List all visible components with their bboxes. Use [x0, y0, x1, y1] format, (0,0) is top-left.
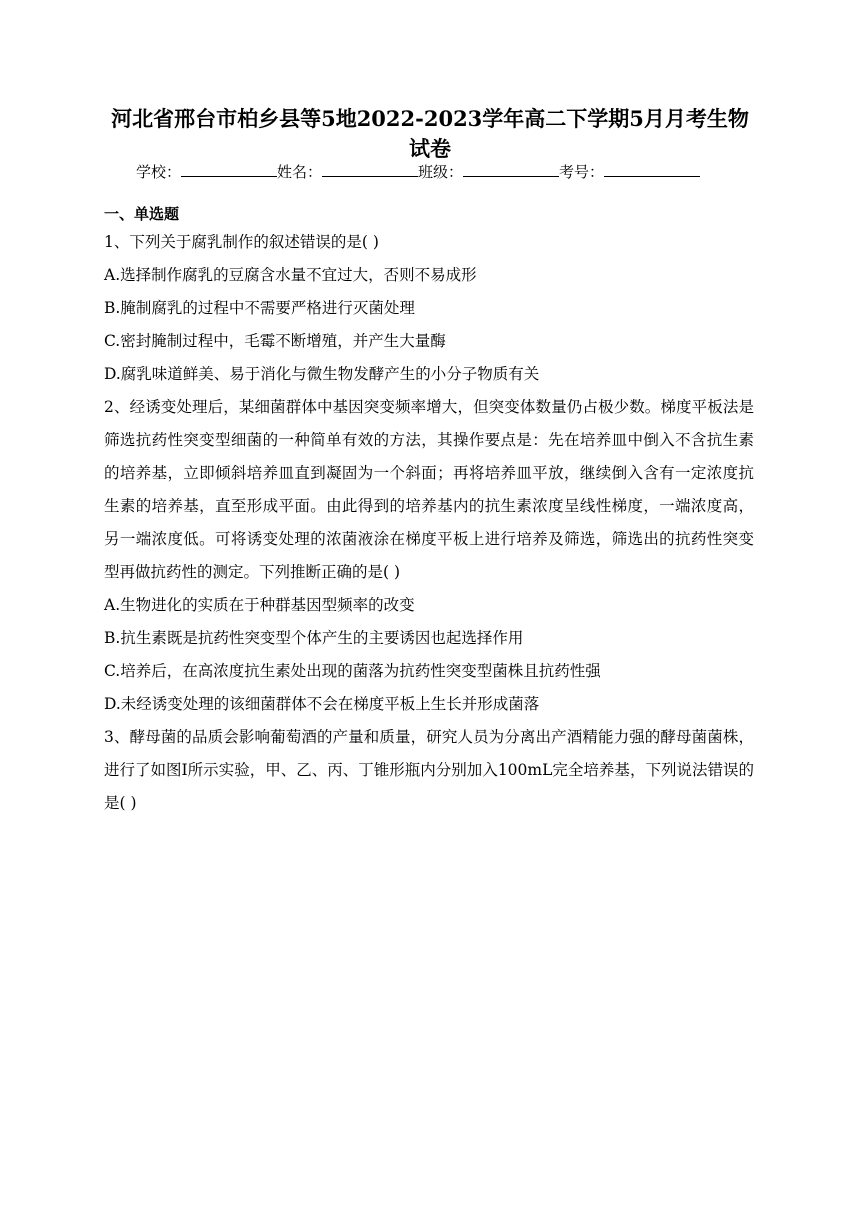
section-heading: 一、单选题: [104, 205, 180, 223]
question-2-stem: 2、经诱变处理后，某细菌群体中基因突变频率增大，但突变体数量仍占极少数。梯度平板法是筛选抗药性突变型细菌的一种简单有效的方法，其操作要点是：先在培养皿中倒入不含抗生素的培养基，立即倾斜培养皿直到凝固为一个斜面；再将培养皿平放，继续倒入含有一定浓度抗生素的培养基，直至形成平面。由此得到的培养基内的抗生素浓度呈线性梯度，一端浓度高，另一端浓度低。可将诱变处理的浓菌液涂在梯度平板上进行培养及筛选，筛选出的抗药性突变型再做抗药性的测定。下列推断正确的是( ): [104, 398, 754, 581]
question-1-option-b: B.腌制腐乳的过程中不需要严格进行灭菌处理: [104, 299, 415, 317]
info-field-exam-number: [559, 162, 700, 182]
name-blank[interactable]: [322, 162, 418, 177]
question-list: [104, 226, 754, 820]
question-3-stem: 3、酵母菌的品质会影响葡萄酒的产量和质量，研究人员为分离出产酒精能力强的酵母菌菌株，进行了如图I所示实验，甲、乙、丙、丁锥形瓶内分别加入100mL完全培养基，下列说法错误的是( ): [104, 728, 754, 812]
school-blank[interactable]: [181, 162, 277, 177]
title-line-1: 河北省邢台市柏乡县等5地2022-2023学年高二下学期5月月考生物: [111, 106, 749, 131]
info-field-class: [418, 162, 559, 182]
student-info-row: [136, 162, 700, 182]
class-blank[interactable]: [463, 162, 559, 177]
question-2-option-b: B.抗生素既是抗药性突变型个体产生的主要诱因也起选择作用: [104, 629, 524, 647]
info-field-school: [136, 162, 277, 182]
question-2-option-c: C.培养后，在高浓度抗生素处出现的菌落为抗药性突变型菌株且抗药性强: [104, 662, 601, 680]
exam-number-blank[interactable]: [604, 162, 700, 177]
info-label: 考号：: [559, 163, 605, 181]
question-1-option-a: A.选择制作腐乳的豆腐含水量不宜过大，否则不易成形: [104, 266, 477, 284]
info-label: 学校：: [136, 163, 182, 181]
question-2-option-a: A.生物进化的实质在于种群基因型频率的改变: [104, 596, 415, 614]
question-1-stem: 1、下列关于腐乳制作的叙述错误的是( ): [104, 233, 379, 251]
title-line-2: 试卷: [409, 136, 451, 161]
question-1-option-d: D.腐乳味道鲜美、易于消化与微生物发酵产生的小分子物质有关: [104, 365, 540, 383]
exam-title: [100, 105, 760, 163]
info-label: 班级：: [418, 163, 464, 181]
info-label: 姓名：: [277, 163, 323, 181]
question-2-option-d: D.未经诱变处理的该细菌群体不会在梯度平板上生长并形成菌落: [104, 695, 540, 713]
question-1-option-c: C.密封腌制过程中，毛霉不断增殖，并产生大量酶: [104, 332, 446, 350]
info-field-name: [277, 162, 418, 182]
